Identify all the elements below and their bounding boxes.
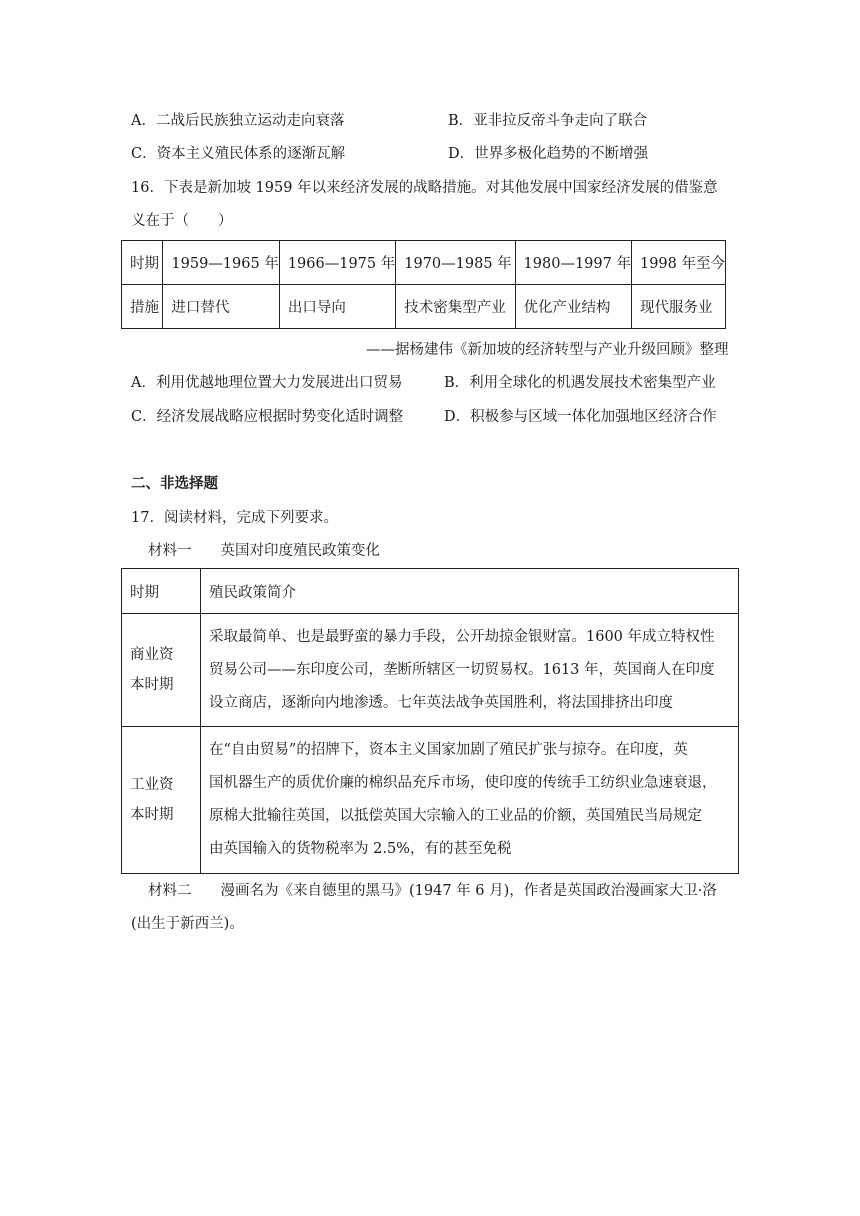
table-cell [201, 614, 739, 727]
section-heading: 二、非选择题 [131, 476, 218, 492]
table-cell [201, 727, 739, 874]
table-cell: 出口导向 [279, 285, 395, 329]
table-cell: 进口替代 [163, 285, 279, 329]
q16-option-d: D．积极参与区域一体化加强地区经济合作 [444, 409, 717, 425]
table-cell [122, 727, 201, 874]
table-row [122, 614, 739, 727]
q15-option-b: B．亚非拉反帝斗争走向了联合 [448, 113, 648, 129]
policy-line: 贸易公司——东印度公司，垄断所辖区一切贸易权。1613 年，英国商人在印度 [209, 661, 715, 678]
q16-table [121, 240, 726, 329]
table-row [122, 727, 739, 874]
material2-line2: (出生于新西兰)。 [131, 916, 244, 932]
q16-option-c: C．经济发展战略应根据时势变化适时调整 [131, 409, 404, 425]
table-cell: 时期 [122, 241, 163, 285]
q16-option-a: A．利用优越地理位置大力发展进出口贸易 [131, 375, 403, 391]
policy-line: 由英国输入的货物税率为 2.5%，有的甚至免税 [209, 841, 512, 857]
period-line: 商业资 [130, 647, 174, 663]
table-row [122, 285, 726, 329]
q16-stem-line2: 义在于（ ） [131, 213, 233, 229]
table-cell: 现代服务业 [631, 285, 725, 329]
period-line: 本时期 [130, 807, 174, 823]
table-cell: 措施 [122, 285, 163, 329]
q16-option-b: B．利用全球化的机遇发展技术密集型产业 [444, 375, 716, 391]
q15-option-d: D．世界多极化趋势的不断增强 [448, 146, 649, 162]
policy-line: 原棉大批输往英国，以抵偿英国大宗输入的工业品的价额，英国殖民当局规定 [209, 808, 702, 824]
q17-table [121, 568, 739, 874]
q17-stem: 17．阅读材料，完成下列要求。 [131, 510, 338, 526]
table-row [122, 569, 739, 614]
table-cell: 优化产业结构 [515, 285, 631, 329]
table-cell: 技术密集型产业 [396, 285, 515, 329]
q16-stem-line1: 16．下表是新加坡 1959 年以来经济发展的战略措施。对其他发展中国家经济发展的借鉴意 [131, 180, 718, 196]
policy-line: 国机器生产的质优价廉的棉织品充斥市场，使印度的传统手工纺织业急速衰退， [209, 775, 717, 791]
material2-line1: 材料二 漫画名为《来自德里的黑马》(1947 年 6 月)，作者是英国政治漫画家大卫·洛 [148, 883, 717, 899]
policy-line: 在“自由贸易”的招牌下，资本主义国家加剧了殖民扩张与掠夺。在印度，英 [209, 742, 688, 758]
table-cell: 1966—1975 年 [279, 241, 395, 285]
table-cell [122, 614, 201, 727]
policy-line: 采取最简单、也是最野蛮的暴力手段，公开劫掠金银财富。1600 年成立特权性 [209, 628, 715, 645]
table-cell: 1998 年至今 [631, 241, 725, 285]
table-cell: 1970—1985 年 [396, 241, 515, 285]
policy-line: 设立商店，逐渐向内地渗透。七年英法战争英国胜利，将法国排挤出印度 [209, 694, 673, 711]
table-cell: 时期 [122, 569, 201, 614]
table-row [122, 241, 726, 285]
q16-source: ——据杨建伟《新加坡的经济转型与产业升级回顾》整理 [366, 342, 729, 358]
q15-option-a: A．二战后民族独立运动走向衰落 [131, 113, 345, 129]
material1-title: 材料一 英国对印度殖民政策变化 [148, 543, 380, 559]
period-line: 工业资 [130, 777, 174, 793]
table-cell: 1980—1997 年 [515, 241, 631, 285]
q15-option-c: C．资本主义殖民体系的逐渐瓦解 [131, 146, 346, 162]
table-cell: 殖民政策简介 [201, 569, 739, 614]
table-cell: 1959—1965 年 [163, 241, 279, 285]
period-line: 本时期 [130, 677, 174, 693]
